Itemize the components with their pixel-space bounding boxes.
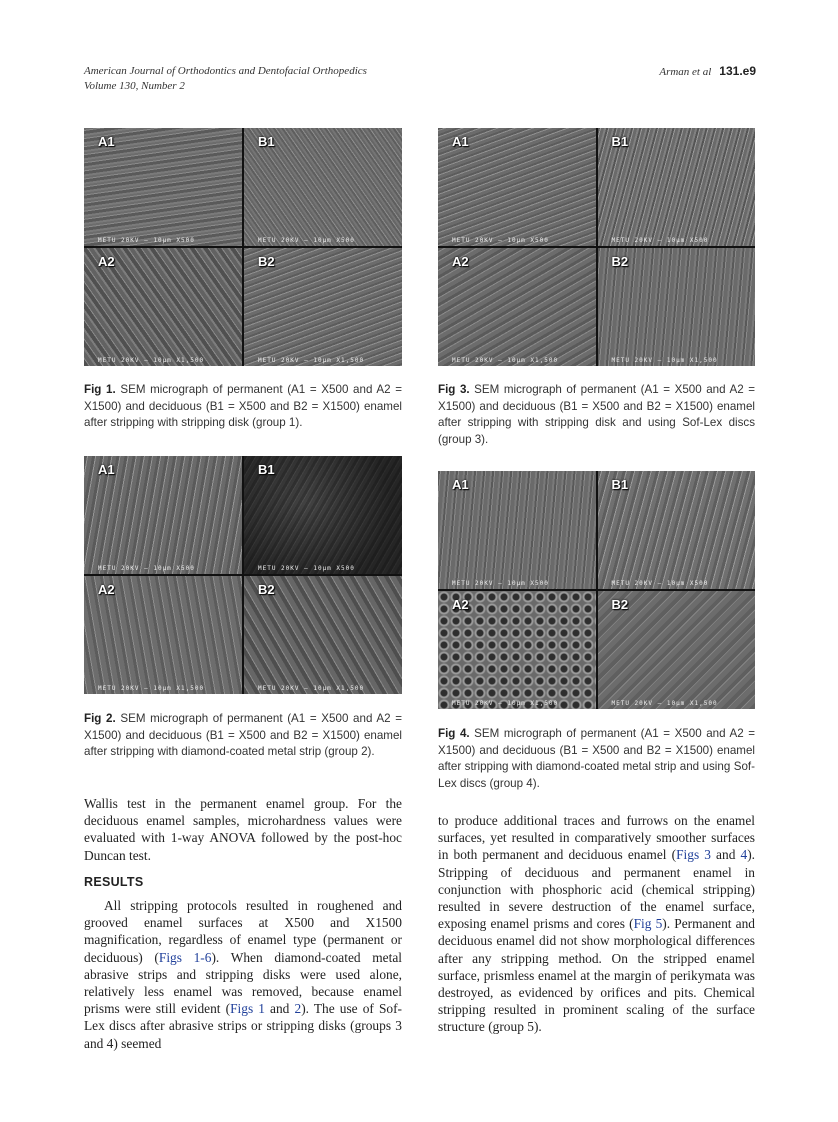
running-head-right (659, 64, 756, 80)
sem-panel-b1: B1 METU 20KV — 10μm X500 (244, 128, 402, 246)
sem-panel-a2: A2 METU 20KV — 10μm X1,500 (84, 248, 242, 366)
figure-reference-link[interactable]: Fig 5 (633, 916, 663, 932)
paragraph: to produce additional traces and furrows on the enamel surfaces, yet resulted in comparatively smoother surfaces in both permanent and deciduous enamel (Figs 3 and 4). Stripping of deciduous and permanent enamel in conjunction with phosphoric acid (chemical stripping) resulted in severe destruction of the enamel surface, exposing enamel prisms and cores (Fig 5). Permanent and deciduous enamel did not show morphological differences after any stripping method. On the stripped enamel surface, prismless enamel at the margin of perikymata was destroyed, as evidenced by orifices and pits. Chemical stripping resulted in prominent scaling of the surface structure (group 5). (438, 813, 755, 1035)
body-column-right (438, 812, 755, 1036)
section-heading-results: RESULTS (84, 874, 144, 889)
figure-reference-link[interactable]: 4 (740, 847, 748, 863)
sem-panel-a2: A2 METU 20KV — 10μm X1,500 (438, 591, 596, 709)
sem-panel-a1: A1 METU 20KV — 10μm X500 (438, 471, 596, 589)
figure-3-image (438, 128, 755, 366)
sem-panel-b1: B1 METU 20KV — 10μm X500 (598, 471, 756, 589)
body-column-left (84, 795, 402, 1052)
author-short: Arman et al (659, 66, 712, 78)
figure-2-caption: Fig 2. SEM micrograph of permanent (A1 = X500 and A2 = X1500) and deciduous (B1 = X500 and B2 = X1500) enamel after stripping with diamond-coated metal strip (group 2). (84, 712, 403, 758)
sem-panel-b2: B2 METU 20KV — 10μm X1,500 (244, 576, 402, 694)
sem-panel-b1: B1 METU 20KV — 10μm X500 (598, 128, 756, 246)
sem-panel-a2: A2 METU 20KV — 10μm X1,500 (438, 248, 596, 366)
sem-panel-b2: B2 METU 20KV — 10μm X1,500 (244, 248, 402, 366)
page-number: 131.e9 (719, 64, 756, 78)
paragraph: All stripping protocols resulted in roughened and grooved enamel surfaces at X500 and X1500 magnification, regardless of enamel type (permanent or deciduous) (Figs 1-6). When diamond-coated metal abrasive strips and stripping disks were used alone, relatively less enamel was removed, because enamel prisms were still evident (Figs 1 and 2). The use of Sof-Lex discs after abrasive strips or stripping disks (groups 3 and 4) seemed (84, 898, 403, 1051)
figure-2-image (84, 456, 402, 694)
figure-1-image (84, 128, 402, 366)
figure-reference-link[interactable]: Figs 3 (676, 847, 711, 863)
journal-volume: Volume 130, Number 2 (84, 80, 185, 92)
figure-4-caption: Fig 4. SEM micrograph of permanent (A1 = X500 and A2 = X1500) and deciduous (B1 = X500 and B2 = X1500) enamel after stripping with diamond-coated metal strip and using Sof-Lex discs (group 4). (438, 727, 756, 790)
figure-reference-link[interactable]: Figs 1-6 (158, 949, 212, 965)
sem-panel-b2: B2 METU 20KV — 10μm X1,500 (598, 248, 756, 366)
figure-3-caption: Fig 3. SEM micrograph of permanent (A1 = X500 and A2 = X1500) and deciduous (B1 = X500 and B2 = X1500) enamel after stripping with stripping disk and using Sof-Lex discs (group 3). (438, 383, 756, 446)
paragraph: Wallis test in the permanent enamel group. For the deciduous enamel samples, microhardness values were evaluated with 1-way ANOVA followed by the post-hoc Duncan test. (84, 796, 402, 863)
running-head (84, 64, 756, 94)
sem-panel-a1: A1 METU 20KV — 10μm X500 (84, 456, 242, 574)
figure-reference-link[interactable]: 2 (294, 1001, 302, 1017)
figure-1-caption: Fig 1. SEM micrograph of permanent (A1 = X500 and A2 = X1500) and deciduous (B1 = X500 and B2 = X1500) enamel after stripping with stripping disk (group 1). (84, 383, 403, 429)
journal-title: American Journal of Orthodontics and Dentofacial Orthopedics (84, 65, 367, 77)
figure-4-image (438, 471, 755, 709)
sem-panel-a2: A2 METU 20KV — 10μm X1,500 (84, 576, 242, 694)
figure-reference-link[interactable]: Figs 1 (230, 1001, 265, 1017)
sem-panel-a1: A1 METU 20KV — 10μm X500 (438, 128, 596, 246)
sem-panel-a1: A1 METU 20KV — 10μm X500 (84, 128, 242, 246)
sem-panel-b1: B1 METU 20KV — 10μm X500 (244, 456, 402, 574)
sem-panel-b2: B2 METU 20KV — 10μm X1,500 (598, 591, 756, 709)
